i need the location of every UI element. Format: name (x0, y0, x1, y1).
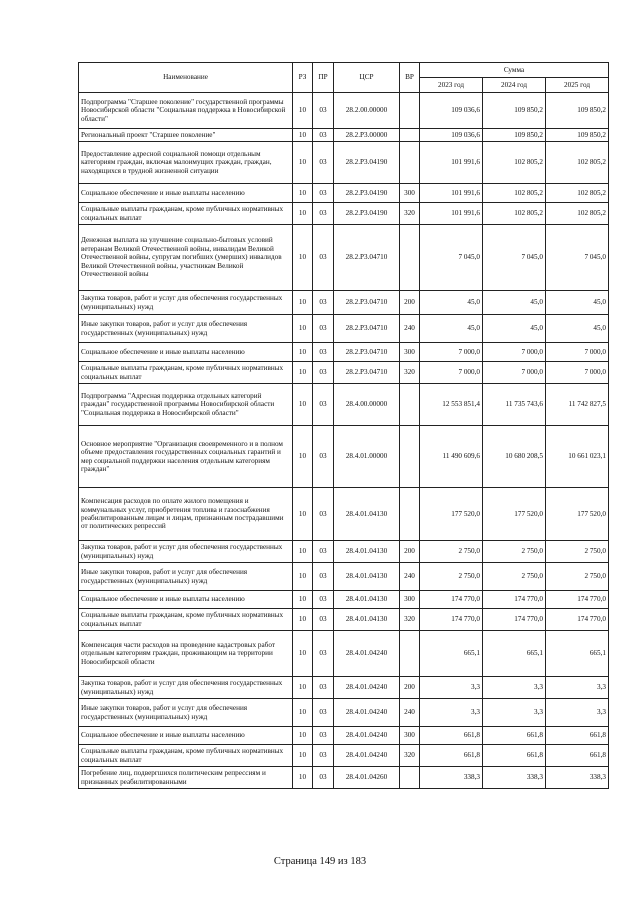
cell-csr: 28.4.01.04240 (334, 727, 400, 745)
header-rz: РЗ (293, 63, 313, 93)
table-row (79, 426, 609, 488)
cell-amount-2024: 7 000,0 (483, 362, 546, 384)
cell-amount-2023: 109 036,6 (420, 129, 483, 142)
cell-rz: 10 (293, 727, 313, 745)
cell-amount-2023: 2 750,0 (420, 541, 483, 563)
cell-amount-2024: 109 850,2 (483, 129, 546, 142)
cell-csr: 28.2.P3.04710 (334, 315, 400, 343)
cell-amount-2024: 102 805,2 (483, 142, 546, 184)
cell-pr: 03 (313, 677, 334, 699)
page-number: Страница 149 из 183 (273, 856, 367, 867)
cell-vr (400, 129, 420, 142)
cell-amount-2023: 101 991,6 (420, 142, 483, 184)
table-row (79, 591, 609, 609)
cell-csr: 28.2.P3.04710 (334, 291, 400, 315)
cell-name: Погребение лиц, подвергшихся политическим репрессиям и признанных реабилитированными (79, 767, 293, 789)
header-vr: ВР (400, 63, 420, 93)
cell-vr: 240 (400, 563, 420, 591)
cell-amount-2025: 661,8 (546, 727, 609, 745)
cell-rz: 10 (293, 591, 313, 609)
cell-pr: 03 (313, 541, 334, 563)
cell-pr: 03 (313, 488, 334, 541)
cell-amount-2025: 109 850,2 (546, 129, 609, 142)
table-row (79, 631, 609, 677)
cell-pr: 03 (313, 767, 334, 789)
cell-vr (400, 142, 420, 184)
cell-pr: 03 (313, 609, 334, 631)
cell-amount-2025: 10 661 023,1 (546, 426, 609, 488)
cell-amount-2023: 45,0 (420, 315, 483, 343)
table-row (79, 384, 609, 426)
table-row (79, 488, 609, 541)
cell-amount-2023: 661,8 (420, 745, 483, 767)
table-row (79, 677, 609, 699)
cell-amount-2025: 2 750,0 (546, 541, 609, 563)
cell-vr: 300 (400, 727, 420, 745)
cell-amount-2024: 109 850,2 (483, 93, 546, 129)
cell-amount-2023: 174 770,0 (420, 609, 483, 631)
cell-rz: 10 (293, 291, 313, 315)
cell-vr (400, 93, 420, 129)
cell-amount-2025: 3,3 (546, 699, 609, 727)
cell-amount-2024: 10 680 208,5 (483, 426, 546, 488)
cell-vr: 240 (400, 315, 420, 343)
cell-amount-2024: 2 750,0 (483, 563, 546, 591)
cell-csr: 28.4.01.04240 (334, 631, 400, 677)
cell-vr: 300 (400, 591, 420, 609)
cell-amount-2024: 45,0 (483, 291, 546, 315)
cell-name: Основное мероприятие "Организация своевременного и в полном объеме предоставления государственных социальных гарантий и мер социальной поддержки населения отдельным категориям граждан" (79, 426, 293, 488)
cell-amount-2023: 7 000,0 (420, 362, 483, 384)
cell-csr: 28.2.P3.04190 (334, 203, 400, 225)
cell-amount-2025: 338,3 (546, 767, 609, 789)
cell-pr: 03 (313, 129, 334, 142)
cell-amount-2023: 7 045,0 (420, 225, 483, 291)
cell-name: Подпрограмма "Адресная поддержка отдельных категорий граждан" государственной программы Новосибирской области "Социальная поддержка в Новосибирской области" (79, 384, 293, 426)
cell-name: Компенсация расходов по оплате жилого помещения и коммунальных услуг, приобретения топлива и газоснабжения реабилитированным лицам и лицам, признанным пострадавшими от политических репрессий (79, 488, 293, 541)
cell-amount-2025: 2 750,0 (546, 563, 609, 591)
cell-vr (400, 488, 420, 541)
table-row (79, 609, 609, 631)
cell-rz: 10 (293, 93, 313, 129)
header-year-2024: 2024 год (483, 78, 546, 93)
cell-vr: 200 (400, 541, 420, 563)
cell-rz: 10 (293, 184, 313, 203)
cell-rz: 10 (293, 225, 313, 291)
cell-name: Социальные выплаты гражданам, кроме публичных нормативных социальных выплат (79, 362, 293, 384)
cell-rz: 10 (293, 384, 313, 426)
cell-amount-2023: 12 553 851,4 (420, 384, 483, 426)
cell-rz: 10 (293, 488, 313, 541)
cell-vr: 200 (400, 291, 420, 315)
cell-vr: 320 (400, 609, 420, 631)
cell-amount-2023: 338,3 (420, 767, 483, 789)
cell-name: Закупка товаров, работ и услуг для обеспечения государственных (муниципальных) нужд (79, 291, 293, 315)
cell-amount-2024: 661,8 (483, 727, 546, 745)
table-row (79, 129, 609, 142)
cell-rz: 10 (293, 343, 313, 362)
cell-pr: 03 (313, 426, 334, 488)
cell-amount-2025: 177 520,0 (546, 488, 609, 541)
table-row (79, 291, 609, 315)
cell-pr: 03 (313, 745, 334, 767)
cell-rz: 10 (293, 677, 313, 699)
table-row (79, 727, 609, 745)
cell-name: Социальные выплаты гражданам, кроме публичных нормативных социальных выплат (79, 203, 293, 225)
header-year-2025: 2025 год (546, 78, 609, 93)
cell-rz: 10 (293, 631, 313, 677)
cell-pr: 03 (313, 291, 334, 315)
cell-csr: 28.2.P3.04710 (334, 343, 400, 362)
cell-vr: 200 (400, 677, 420, 699)
cell-vr (400, 384, 420, 426)
cell-vr (400, 225, 420, 291)
cell-amount-2024: 7 045,0 (483, 225, 546, 291)
table-row (79, 699, 609, 727)
cell-name: Региональный проект "Старшее поколение" (79, 129, 293, 142)
cell-amount-2025: 174 770,0 (546, 609, 609, 631)
cell-rz: 10 (293, 362, 313, 384)
cell-csr: 28.4.00.00000 (334, 384, 400, 426)
table-body (79, 93, 609, 789)
cell-amount-2024: 2 750,0 (483, 541, 546, 563)
cell-amount-2023: 11 490 609,6 (420, 426, 483, 488)
cell-amount-2023: 45,0 (420, 291, 483, 315)
cell-vr: 320 (400, 362, 420, 384)
cell-rz: 10 (293, 129, 313, 142)
cell-amount-2024: 102 805,2 (483, 184, 546, 203)
cell-amount-2024: 3,3 (483, 677, 546, 699)
cell-pr: 03 (313, 184, 334, 203)
cell-amount-2023: 101 991,6 (420, 184, 483, 203)
cell-amount-2025: 7 045,0 (546, 225, 609, 291)
table-row (79, 767, 609, 789)
cell-amount-2023: 3,3 (420, 677, 483, 699)
cell-amount-2025: 174 770,0 (546, 591, 609, 609)
cell-pr: 03 (313, 591, 334, 609)
cell-amount-2024: 7 000,0 (483, 343, 546, 362)
cell-amount-2024: 338,3 (483, 767, 546, 789)
cell-csr: 28.2.P3.04710 (334, 225, 400, 291)
header-csr: ЦСР (334, 63, 400, 93)
cell-rz: 10 (293, 426, 313, 488)
cell-rz: 10 (293, 203, 313, 225)
cell-amount-2024: 174 770,0 (483, 609, 546, 631)
cell-csr: 28.4.01.00000 (334, 426, 400, 488)
cell-rz: 10 (293, 767, 313, 789)
cell-vr: 240 (400, 699, 420, 727)
cell-csr: 28.4.01.04260 (334, 767, 400, 789)
cell-name: Закупка товаров, работ и услуг для обеспечения государственных (муниципальных) нужд (79, 677, 293, 699)
cell-csr: 28.2.P3.04710 (334, 362, 400, 384)
cell-csr: 28.4.01.04130 (334, 488, 400, 541)
cell-rz: 10 (293, 609, 313, 631)
cell-vr (400, 631, 420, 677)
cell-amount-2023: 661,8 (420, 727, 483, 745)
cell-amount-2025: 665,1 (546, 631, 609, 677)
cell-amount-2025: 102 805,2 (546, 142, 609, 184)
cell-amount-2023: 665,1 (420, 631, 483, 677)
cell-amount-2024: 11 735 743,6 (483, 384, 546, 426)
cell-pr: 03 (313, 727, 334, 745)
cell-pr: 03 (313, 563, 334, 591)
cell-rz: 10 (293, 315, 313, 343)
cell-amount-2023: 109 036,6 (420, 93, 483, 129)
cell-csr: 28.4.01.04240 (334, 677, 400, 699)
table-row (79, 184, 609, 203)
cell-csr: 28.4.01.04130 (334, 541, 400, 563)
cell-amount-2025: 3,3 (546, 677, 609, 699)
cell-csr: 28.4.01.04240 (334, 745, 400, 767)
table-row (79, 203, 609, 225)
cell-vr: 320 (400, 203, 420, 225)
cell-pr: 03 (313, 315, 334, 343)
cell-amount-2024: 45,0 (483, 315, 546, 343)
cell-pr: 03 (313, 93, 334, 129)
table-row (79, 93, 609, 129)
table-header (79, 63, 609, 93)
cell-vr (400, 426, 420, 488)
cell-name: Социальное обеспечение и иные выплаты населению (79, 343, 293, 362)
header-year-2023: 2023 год (420, 78, 483, 93)
cell-amount-2023: 2 750,0 (420, 563, 483, 591)
cell-amount-2025: 7 000,0 (546, 362, 609, 384)
cell-vr: 300 (400, 343, 420, 362)
cell-amount-2025: 7 000,0 (546, 343, 609, 362)
cell-vr: 320 (400, 745, 420, 767)
table-row (79, 362, 609, 384)
cell-amount-2023: 174 770,0 (420, 591, 483, 609)
table-row (79, 343, 609, 362)
cell-name: Иные закупки товаров, работ и услуг для обеспечения государственных (муниципальных) нужд (79, 699, 293, 727)
cell-amount-2025: 661,8 (546, 745, 609, 767)
cell-name: Социальное обеспечение и иные выплаты населению (79, 184, 293, 203)
cell-pr: 03 (313, 384, 334, 426)
table-row (79, 142, 609, 184)
header-name: Наименование (79, 63, 293, 93)
cell-amount-2024: 177 520,0 (483, 488, 546, 541)
cell-rz: 10 (293, 563, 313, 591)
cell-name: Социальное обеспечение и иные выплаты населению (79, 591, 293, 609)
cell-vr: 300 (400, 184, 420, 203)
table-row (79, 745, 609, 767)
cell-pr: 03 (313, 631, 334, 677)
cell-rz: 10 (293, 142, 313, 184)
table-row (79, 225, 609, 291)
cell-amount-2025: 45,0 (546, 315, 609, 343)
cell-amount-2023: 3,3 (420, 699, 483, 727)
budget-table (78, 62, 609, 789)
cell-amount-2024: 102 805,2 (483, 203, 546, 225)
cell-amount-2023: 7 000,0 (420, 343, 483, 362)
cell-amount-2025: 102 805,2 (546, 203, 609, 225)
cell-pr: 03 (313, 362, 334, 384)
cell-pr: 03 (313, 699, 334, 727)
cell-pr: 03 (313, 203, 334, 225)
cell-pr: 03 (313, 142, 334, 184)
cell-amount-2024: 3,3 (483, 699, 546, 727)
cell-amount-2025: 102 805,2 (546, 184, 609, 203)
cell-amount-2025: 109 850,2 (546, 93, 609, 129)
cell-amount-2025: 11 742 827,5 (546, 384, 609, 426)
cell-amount-2024: 174 770,0 (483, 591, 546, 609)
cell-csr: 28.4.01.04130 (334, 591, 400, 609)
table-row (79, 541, 609, 563)
cell-name: Предоставление адресной социальной помощи отдельным категориям граждан, включая малоимущих граждан, граждан, находящихся в трудной жизненной ситуации (79, 142, 293, 184)
cell-rz: 10 (293, 541, 313, 563)
table-row (79, 315, 609, 343)
cell-name: Компенсация части расходов на проведение кадастровых работ отдельным категориям граждан, проживающим на территории Новосибирской области (79, 631, 293, 677)
header-pr: ПР (313, 63, 334, 93)
cell-csr: 28.2.00.00000 (334, 93, 400, 129)
cell-name: Социальное обеспечение и иные выплаты населению (79, 727, 293, 745)
cell-csr: 28.2.P3.00000 (334, 129, 400, 142)
cell-amount-2024: 665,1 (483, 631, 546, 677)
cell-csr: 28.2.P3.04190 (334, 142, 400, 184)
cell-name: Подпрограмма "Старшее поколение" государственной программы Новосибирской области "Социальная поддержка в Новосибирской области" (79, 93, 293, 129)
cell-csr: 28.4.01.04130 (334, 609, 400, 631)
cell-name: Иные закупки товаров, работ и услуг для обеспечения государственных (муниципальных) нужд (79, 563, 293, 591)
cell-pr: 03 (313, 343, 334, 362)
cell-csr: 28.2.P3.04190 (334, 184, 400, 203)
cell-name: Социальные выплаты гражданам, кроме публичных нормативных социальных выплат (79, 745, 293, 767)
cell-vr (400, 767, 420, 789)
cell-rz: 10 (293, 745, 313, 767)
cell-amount-2025: 45,0 (546, 291, 609, 315)
cell-csr: 28.4.01.04240 (334, 699, 400, 727)
cell-csr: 28.4.01.04130 (334, 563, 400, 591)
cell-amount-2024: 661,8 (483, 745, 546, 767)
cell-rz: 10 (293, 699, 313, 727)
cell-name: Иные закупки товаров, работ и услуг для обеспечения государственных (муниципальных) нужд (79, 315, 293, 343)
cell-name: Закупка товаров, работ и услуг для обеспечения государственных (муниципальных) нужд (79, 541, 293, 563)
cell-amount-2023: 177 520,0 (420, 488, 483, 541)
cell-pr: 03 (313, 225, 334, 291)
table-row (79, 563, 609, 591)
cell-name: Денежная выплата на улучшение социально-бытовых условий ветеранам Великой Отечественной войны, инвалидам Великой Отечественной войны, супругам погибших (умерших) инвалидов Великой Отечественной войны, участникам Великой Отечественной войны (79, 225, 293, 291)
cell-name: Социальные выплаты гражданам, кроме публичных нормативных социальных выплат (79, 609, 293, 631)
cell-amount-2023: 101 991,6 (420, 203, 483, 225)
header-sum: Сумма (420, 63, 609, 78)
